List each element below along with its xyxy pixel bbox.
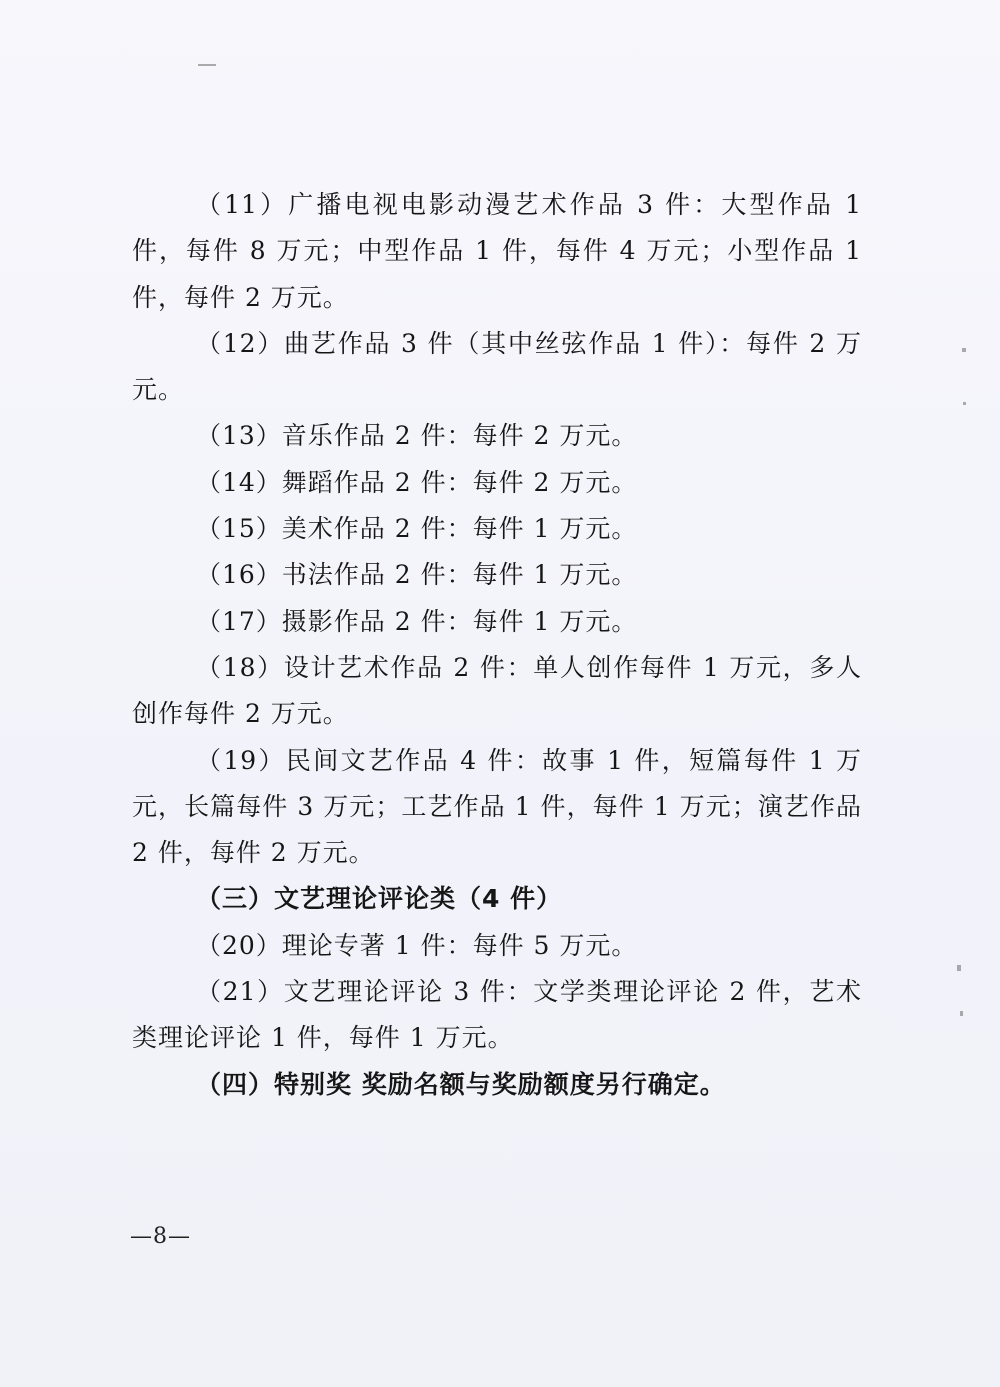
paragraph-item-15: （15）美术作品 2 件：每件 1 万元。 <box>196 514 638 544</box>
paragraph-item-20: （20）理论专著 1 件：每件 5 万元。 <box>196 930 638 960</box>
scan-speck <box>957 965 961 971</box>
page-number: —8— <box>130 1224 191 1249</box>
paragraph-item-21: （21）文艺理论评论 3 件：文学类理论评论 2 件，艺术类理论评论 1 件，每件 1 万元。 <box>132 977 862 1053</box>
paragraph-item-16: （16）书法作品 2 件：每件 1 万元。 <box>196 560 638 590</box>
paragraph-item-12: （12）曲艺作品 3 件（其中丝弦作品 1 件）：每件 2 万元。 <box>132 328 862 405</box>
section-heading-special <box>132 1062 862 1108</box>
paragraph-item-14: （14）舞蹈作品 2 件：每件 2 万元。 <box>196 467 638 497</box>
paragraph-item-11: （11）广播电视电影动漫艺术作品 3 件：大型作品 1 件，每件 8 万元；中型作品 1 件，每件 4 万元；小型作品 1 件，每件 2 万元。 <box>132 190 862 312</box>
paragraph-item-19: （19）民间文艺作品 4 件：故事 1 件，短篇每件 1 万元，长篇每件 3 万元；工艺作品 1 件，每件 1 万元；演艺作品 2 件，每件 2 万元。 <box>132 745 862 868</box>
scan-speck <box>963 402 966 405</box>
paragraph-item-17: （17）摄影作品 2 件：每件 1 万元。 <box>196 606 638 636</box>
scan-speck <box>962 348 966 352</box>
paragraph-item-13: （13）音乐作品 2 件：每件 2 万元。 <box>196 421 638 451</box>
scan-speck <box>960 1011 963 1016</box>
section-heading-rest: 奖励名额与奖励额度另行确定。 <box>352 1069 726 1099</box>
scan-speck <box>198 64 216 66</box>
document-body <box>132 182 862 1108</box>
section-heading-text: （四）特别奖 <box>196 1069 353 1099</box>
section-heading-theory <box>132 876 862 922</box>
paragraph-item-18: （18）设计艺术作品 2 件：单人创作每件 1 万元，多人创作每件 2 万元。 <box>132 652 862 729</box>
section-heading-text: （三）文艺理论评论类（4 件） <box>196 884 563 914</box>
